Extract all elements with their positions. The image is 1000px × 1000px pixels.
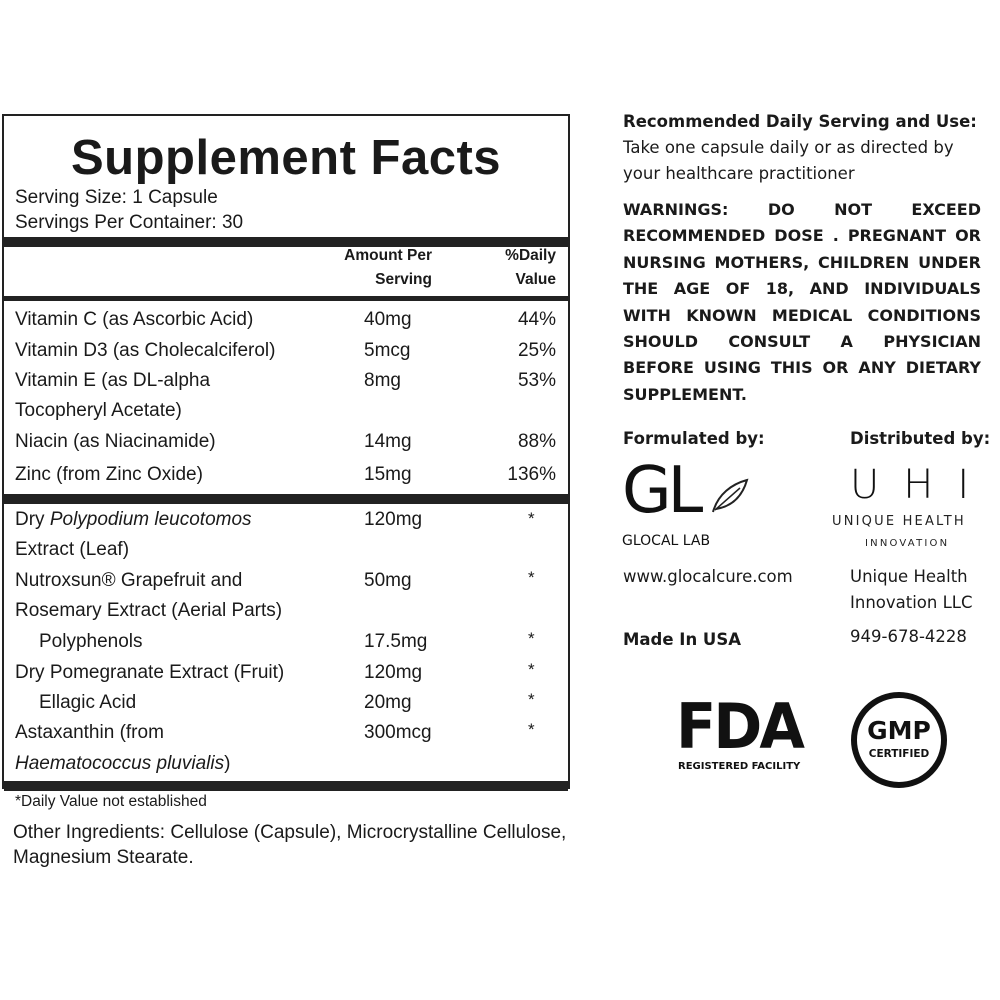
ingredient-amount: 50mg: [364, 570, 412, 591]
nutrient-daily-value: 44%: [517, 309, 556, 330]
nutrient-daily-value: 25%: [517, 340, 556, 361]
ingredient-amount: 20mg: [364, 692, 412, 713]
nutrient-amount: 5mcg: [364, 340, 411, 361]
nutrient-daily-value: 88%: [517, 431, 556, 452]
uhi-logo-line-2: INNOVATION: [865, 538, 950, 549]
usage-heading: Recommended Daily Serving and Use:: [623, 112, 977, 131]
column-header-daily-value: %Daily Value: [505, 247, 556, 288]
made-in-usa: Made In USA: [623, 630, 741, 649]
ingredient-name: Ellagic Acid: [39, 692, 137, 713]
ingredient-name: Polyphenols: [39, 631, 143, 652]
gmp-text: GMP: [867, 716, 931, 745]
usage-line-2: your healthcare practitioner: [623, 164, 855, 183]
serving-size: Serving Size: 1 Capsule: [15, 187, 218, 208]
distributed-by-label: Distributed by:: [850, 429, 991, 448]
thick-divider-bottom: [4, 781, 568, 791]
ingredient-amount: 17.5mg: [364, 631, 428, 652]
ingredient-daily-value: *: [528, 629, 535, 648]
leaf-icon: [710, 476, 750, 516]
ingredient-name-continued: Extract (Leaf): [15, 539, 130, 560]
uhi-logo-letters: UHI: [850, 462, 994, 508]
ingredient-daily-value: *: [528, 690, 535, 709]
other-ingredients: Other Ingredients: Cellulose (Capsule), Microcrystalline Cellulose, Magnesium Stearate.: [13, 822, 567, 868]
servings-per-container: Servings Per Container: 30: [15, 212, 244, 233]
nutrient-amount: 14mg: [364, 431, 412, 452]
usage-line-1: Take one capsule daily or as directed by: [623, 138, 954, 157]
glocal-lab-logo-letters: GL: [622, 454, 700, 528]
uhi-logo: [830, 462, 1000, 557]
distributor-phone: 949-678-4228: [850, 627, 967, 646]
warnings-text: WARNINGS: DO NOT EXCEED RECOMMENDED DOSE . PREGNANT OR NURSING MOTHERS, CHILDREN UNDER THE AGE OF 18, AND INDIVIDUALS WITH KNOWN MEDICAL CONDITIONS SHOULD CONSULT A PHYSICIAN BEFORE USING THIS OR ANY DIETARY SUPPLEMENT.: [623, 200, 981, 404]
gmp-subtitle: CERTIFIED: [868, 748, 930, 760]
glocal-lab-logo: [622, 454, 762, 552]
fda-text: FDA: [676, 690, 803, 763]
uhi-logo-line-1: UNIQUE HEALTH: [832, 514, 966, 529]
column-header-amount: Amount Per Serving: [344, 247, 432, 288]
fda-subtitle: REGISTERED FACILITY: [678, 761, 801, 772]
ingredient-daily-value: *: [528, 660, 535, 679]
ingredient-daily-value: *: [528, 720, 535, 739]
ingredient-daily-value: *: [528, 568, 535, 587]
glocal-lab-logo-name: GLOCAL LAB: [622, 533, 711, 549]
ingredient-name-continued: Haematococcus pluvialis): [15, 753, 231, 774]
website: www.glocalcure.com: [623, 567, 793, 586]
nutrient-amount: 15mg: [364, 464, 412, 485]
ingredient-amount: 120mg: [364, 662, 423, 683]
nutrient-amount: 40mg: [364, 309, 412, 330]
ingredient-name: Nutroxsun® Grapefruit and: [15, 570, 243, 591]
gmp-certified-badge: [851, 692, 947, 788]
nutrient-amount: 8mg: [364, 370, 401, 391]
formulated-by-label: Formulated by:: [623, 429, 765, 448]
ingredient-name-continued: Rosemary Extract (Aerial Parts): [15, 600, 283, 621]
ingredient-name: Dry Pomegranate Extract (Fruit): [15, 662, 285, 683]
daily-value-footnote: *Daily Value not established: [15, 793, 207, 810]
ingredient-name: Dry Polypodium leucotomos: [15, 509, 252, 530]
ingredient-amount: 300mcg: [364, 722, 432, 743]
ingredient-amount: 120mg: [364, 509, 423, 530]
ingredient-name: Astaxanthin (from: [15, 722, 164, 743]
facts-title: Supplement Facts: [70, 131, 502, 185]
nutrient-name: Zinc (from Zinc Oxide): [15, 464, 203, 485]
nutrient-daily-value: 136%: [507, 464, 556, 485]
nutrient-daily-value: 53%: [517, 370, 556, 391]
nutrient-name: Vitamin C (as Ascorbic Acid): [15, 309, 254, 330]
ingredient-daily-value: *: [528, 509, 535, 528]
nutrient-name-continued: Tocopheryl Acetate): [15, 400, 182, 421]
divider-header: [4, 296, 568, 301]
distributor-name-2: Innovation LLC: [850, 593, 973, 612]
supplement-facts-panel: [2, 114, 570, 810]
nutrient-name: Vitamin D3 (as Cholecalciferol): [15, 340, 276, 361]
distributor-name-1: Unique Health: [850, 567, 968, 586]
fda-registered-badge: [676, 690, 806, 778]
nutrient-name: Vitamin E (as DL-alpha: [15, 370, 211, 391]
thick-divider-middle: [4, 494, 568, 504]
nutrient-name: Niacin (as Niacinamide): [15, 431, 216, 452]
